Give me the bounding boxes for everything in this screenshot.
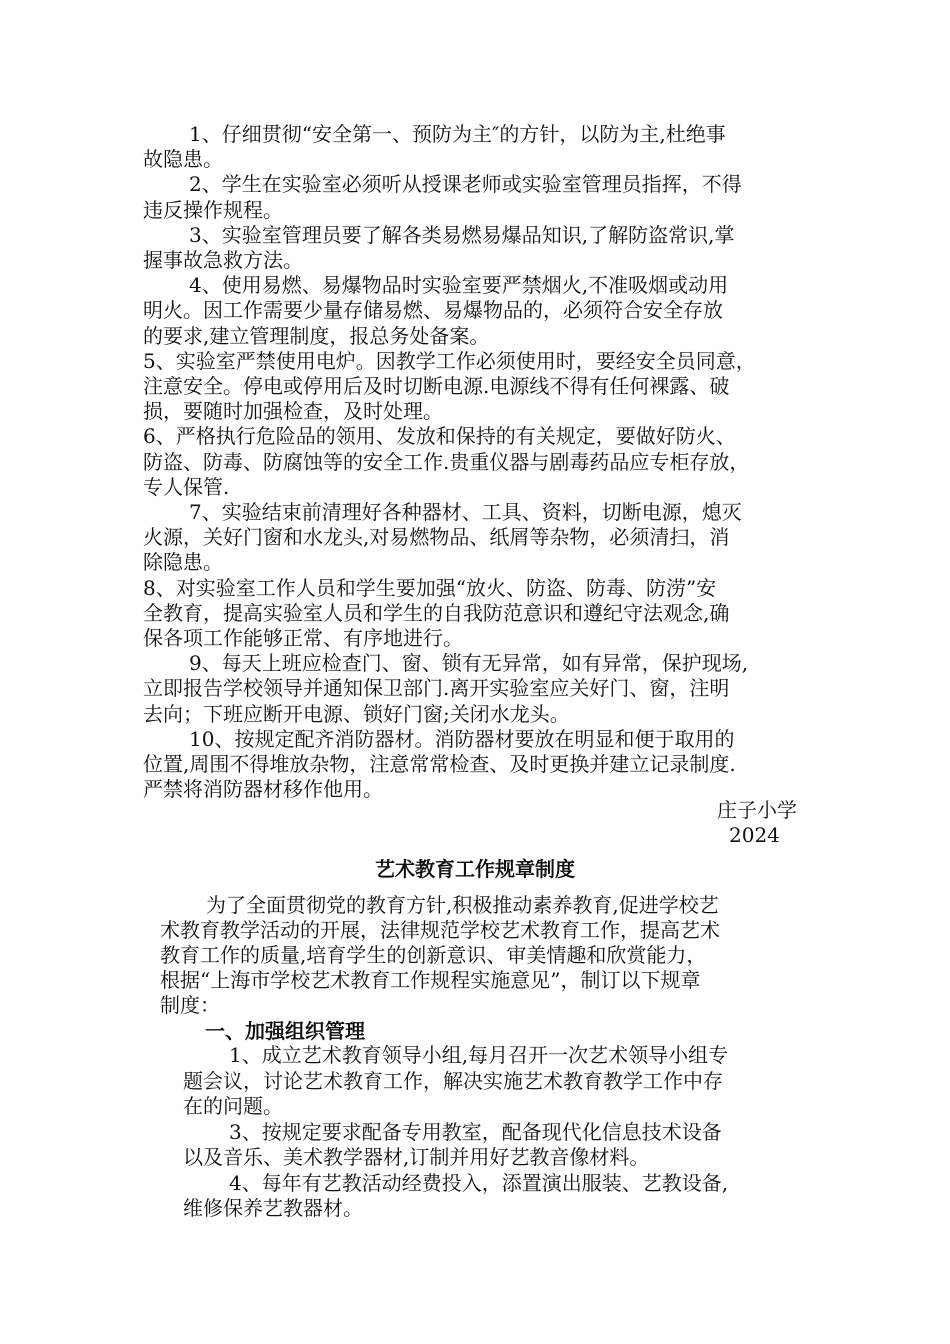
text-line: 7、实验结束前清理好各种器材、工具、资料，切断电源，熄灭 <box>189 500 742 525</box>
text-line: 损，要随时加强检查，及时处理。 <box>143 399 443 424</box>
text-line: 术教育教学活动的开展，法律规范学校艺术教育工作，提高艺术 <box>160 918 720 942</box>
section-heading: 一、加强组织管理 <box>205 1019 365 1043</box>
signature-school: 庄子小学 <box>717 798 797 822</box>
text-line: 除隐患。 <box>143 550 223 575</box>
text-line: 3、实验室管理员要了解各类易燃易爆品知识,了解防盗常识,掌 <box>189 222 735 247</box>
text-line: 根据“上海市学校艺术教育工作规程实施意见”，制订以下规章 <box>160 968 701 992</box>
text-line: 教育工作的质量,培育学生的创新意识、审美情趣和欣赏能力， <box>160 943 707 967</box>
art-education-intro <box>160 893 800 1018</box>
text-line: 故隐患。 <box>143 147 223 172</box>
signature-year: 2024 <box>729 823 780 847</box>
text-line: 在的问题。 <box>183 1094 283 1118</box>
text-line: 2、学生在实验室必须听从授课老师或实验室管理员指挥，不得 <box>189 172 742 197</box>
text-line: 题会议，讨论艺术教育工作，解决实施艺术教育教学工作中存 <box>183 1068 723 1093</box>
text-line: 1、仔细贯彻“安全第一、预防为主″的方针，以防为主,杜绝事 <box>189 122 726 146</box>
text-line: 位置,周围不得堆放杂物，注意常常检查、及时更换并建立记录制度. <box>143 752 736 777</box>
text-line: 注意安全。停电或停用后及时切断电源.电源线不得有任何裸露、破 <box>143 374 730 399</box>
text-line: 为了全面贯彻党的教育方针,积极推动素养教育,促进学校艺 <box>206 893 719 917</box>
text-line: 立即报告学校领导并通知保卫部门.离开实验室应关好门、窗，注明 <box>143 676 730 701</box>
text-line: 8、对实验室工作人员和学生要加强“放火、防盗、防毒、防涝”安 <box>143 575 717 600</box>
text-line: 3、按规定要求配备专用教室，配备现代化信息技术设备 <box>229 1119 722 1144</box>
art-education-items <box>183 1043 803 1222</box>
text-line: 6、严格执行危险品的领用、发放和保持的有关规定，要做好防火、 <box>143 424 736 449</box>
text-line: 5、实验室严禁使用电炉。因教学工作必须使用时，要经安全员同意， <box>143 348 756 373</box>
text-line: 制度： <box>160 993 220 1017</box>
text-line: 违反操作规程。 <box>143 197 283 222</box>
text-line: 去向；下班应断开电源、锁好门窗;关闭水龙头。 <box>143 701 570 726</box>
text-line: 4、每年有艺教活动经费投入，添置演出服装、艺教设备, <box>229 1170 729 1195</box>
text-line: 保各项工作能够正常、有序地进行。 <box>143 626 463 651</box>
text-line: 的要求,建立管理制度，报总务处备案。 <box>143 323 490 348</box>
text-line: 严禁将消防器材移作他用。 <box>143 777 383 802</box>
text-line: 防盗、防毒、防腐蚀等的安全工作.贵重仪器与剧毒药品应专柜存放， <box>143 449 750 474</box>
section-title: 艺术教育工作规章制度 <box>375 857 575 881</box>
text-line: 维修保养艺教器材。 <box>183 1196 363 1220</box>
text-line: 9、每天上班应检查门、窗、锁有无异常，如有异常，保护现场, <box>189 651 749 676</box>
text-line: 明火。因工作需要少量存储易燃、易爆物品的，必须符合安全存放 <box>143 298 723 323</box>
text-line: 握事故急救方法。 <box>143 248 303 273</box>
text-line: 以及音乐、美术教学器材,订制并用好艺教音像材料。 <box>183 1145 650 1169</box>
text-line: 火源，关好门窗和水龙头,对易燃物品、纸屑等杂物，必须清扫，消 <box>143 525 730 550</box>
text-line: 专人保管. <box>143 474 230 499</box>
text-line: 10、按规定配齐消防器材。消防器材要放在明显和便于取用的 <box>189 726 735 751</box>
lab-safety-rules <box>143 122 811 802</box>
text-line: 1、成立艺术教育领导小组,每月召开一次艺术领导小组专 <box>229 1043 729 1067</box>
text-line: 全教育，提高实验室人员和学生的自我防范意识和遵纪守法观念,确 <box>143 600 730 625</box>
text-line: 4、使用易燃、易爆物品时实验室要严禁烟火,不准吸烟或动用 <box>189 273 729 298</box>
